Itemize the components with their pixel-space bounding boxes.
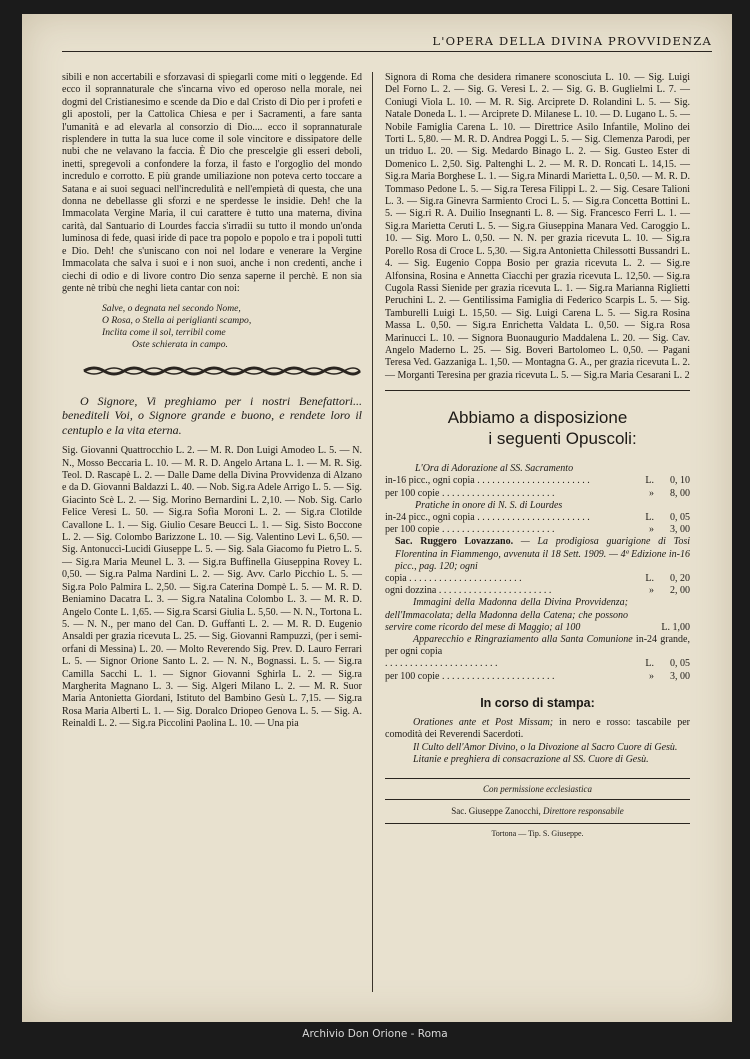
booklet-author-entry — [385, 536, 690, 573]
price-currency: L. — [645, 658, 654, 670]
booklet-item — [385, 500, 690, 537]
right-column — [385, 72, 690, 840]
price-currency: L. — [645, 475, 654, 487]
archive-caption: Archivio Don Orione - Roma — [302, 1028, 448, 1040]
price-line — [385, 512, 690, 524]
price-value: 3, 00 — [670, 524, 690, 536]
prep-head: Apparecchio e Ringraziamento alla Santa Comunione — [413, 634, 633, 645]
prayer-text: O Signore, Vi preghiamo per i nostri Benefattori... benediteli Voi, o Signore grande e buono, e rendete loro il centuplo e la vita eterna. — [62, 393, 362, 437]
available-title-line: i seguenti Opuscoli: — [488, 429, 637, 449]
price-value: 2, 00 — [670, 585, 690, 597]
printer-line: Tortona — Tip. S. Giuseppe. — [491, 828, 584, 838]
prep-title — [385, 634, 690, 658]
in-press-italic: Il Culto dell'Amor Divino, o la Divozione al Sacro Cuore di Gesù. — [413, 741, 678, 753]
available-title-line: Abbiamo a disposizione — [447, 408, 628, 428]
booklet-work-title: — La prodigiosa guarigione di Tosi Florentina in Fiammengo, avvenuta il 18 Sett. 1909. — 4ª Edizione in-16 picc., pag. 120; ogni — [395, 536, 690, 572]
price-line — [385, 658, 690, 670]
price-label: per 100 copie . . . — [385, 488, 628, 500]
price-label: per 100 copie . . . — [385, 524, 628, 536]
in-press-title: In corso di stampa: — [480, 695, 595, 710]
poem-line: Inclita come il sol, terribil come — [102, 327, 226, 339]
intro-text: sibili e non accertabili e sforzavasi di spiegarli come miti o leggende. Ed ecco il soprannaturale che s'incarna vivo ed operoso nella morale, nei dogmi del Cristianesimo e scende da Dio e dal Cristo di Dio per i profeti e gli apostoli, per la Cattolica Chiesa e per i Sacramenti, a fare santa l'umanità e ad elevarla al consorzio di Dio.... ecco il soprannaturale risplendere in tutta la sua luce come il sole vincitore e dissipatore delle nubi che ne velavano la faccia. È Dio che prescelgie gli esseri deboli, inetti, spregevoli a confondere la forza, il fasto e l'orgoglio del mondo incredulo e corrotto. E più grande umiliazione non poteva certo toccare a Satana e ai suoi seguaci nell'incredulità e nell'empietà di questa, che una donna ne debellasse gli sforzi e ne sperdesse le insidie. Deh! che la Immacolata Vergine Maria, il cui carattere è tutto una materna, divina carità, dal Santuario di Lourdes faccia s'irradii su tutto il mondo un'onda luminosa di fede, quasi iride di pace tra popolo e popolo e tra i popoli tutti e Dio. Deh! che s'uniscano con noi nel lodare e venerare la Vergine Immacolata che salva i suoi e i non suoi, anche i non credenti, anche i ciechi di odio e di livore contro Dio senza saperne il perchè. E non sia gente nè tribù che neghi lieta cantar con noi: — [62, 72, 362, 294]
decorative-ornament — [82, 365, 362, 377]
price-line — [385, 488, 690, 500]
imprint-box — [385, 778, 690, 840]
section-rule — [385, 390, 690, 391]
price-value: 8, 00 — [670, 487, 690, 499]
price-line — [385, 585, 690, 597]
poem-line: Salve, o degnata nel secondo Nome, — [102, 303, 241, 315]
left-column — [62, 72, 362, 731]
price-line — [385, 524, 690, 536]
poem-line: Oste schierata in campo. — [132, 339, 228, 351]
prep-rest: in-24 grande, per ogni copia — [385, 634, 690, 658]
in-press-italic: Orationes ante et Post Missam; — [413, 717, 554, 729]
in-press-item — [385, 742, 690, 754]
price-label: in-16 picc., ogni copia . . . — [385, 475, 628, 487]
in-press-item — [385, 754, 690, 766]
price-value: 3, 00 — [670, 670, 690, 682]
director-role: Direttore responsabile — [542, 806, 624, 817]
booklet-title: L'Ora di Adorazione al SS. Sacramento — [415, 463, 574, 475]
booklet-item — [385, 597, 690, 634]
author-name: Sac. Ruggero Lovazzano. — [395, 536, 514, 548]
newspaper-page — [22, 14, 732, 1022]
booklet-item — [385, 536, 690, 597]
price-label: ogni dozzina . . . — [385, 585, 628, 597]
price-currency: L. — [645, 511, 654, 523]
responsible-director — [385, 800, 690, 823]
page-header: L'OPERA DELLA DIVINA PROVVIDENZA — [62, 34, 712, 52]
images-text: Immagini della Madonna della Divina Provvidenza; dell'Immacolata; della Madonna della Catena; che possono servire come ricordo del mese di Maggio; al 100 — [385, 597, 628, 633]
in-press-item — [385, 717, 690, 741]
price-label — [385, 658, 628, 670]
price-label: in-24 picc., ogni copia . . . — [385, 512, 628, 524]
director-name: Sac. Giuseppe Zanocchi, — [451, 806, 541, 817]
ecclesiastical-permission: Con permissione ecclesiastica — [385, 778, 690, 800]
price-currency: » — [649, 585, 654, 597]
column-divider — [372, 72, 373, 992]
price-currency: » — [649, 670, 654, 682]
poem — [102, 303, 362, 351]
booklet-item — [385, 634, 690, 683]
booklet-item — [385, 463, 690, 500]
donor-list-right: Signora di Roma che desidera rimanere sconosciuta L. 10. — Sig. Luigi Del Forno L. 2. — Sig. G. Veresi L. 2. — Sig. G. B. Guglielmi L. 7. — Coniugi Viola L. 10. — M. R. Sig. Arciprete D. Rolandini L. 5. — Sig. Natale Doneda L. 1. — Arciprete D. Milanese L. 10. — D. Lugano L. 5. — Nobile Famiglia Carena L. 10. — Direttrice Asilo Infantile, Molino dei Torti L. 5,80. — M. R. D. Andrea Poggi L. 5. — Sig. Clemenza Parodi, per un triduo L. 20. — Sig. Medardo Binago L. 2. — Sig. Gusteo Ester di Domenico L. 2,50. Sig. Paltenghi L. 2. — M. R. D. Roncati L. 14,15. — Sig.ra Maria Borghese L. 1. — Sig.ra Minardi Marietta L. 0,50. — M. R. D. Tommaso Pedone L. 5. — Sig.ra Teresa Filippi L. 2. — Sig. Cesare Talioni L. 3. — Sig.ra Ginevra Sarmiento Croci L. 5. — Sig.ra Concetta Bottini L. 5. — Sig.ri R. A. Duilio Insegnanti L. 8. — Sig. Francesco Ferri L. 1. — Sig.ra Marietta Ceruti L. 5. — Sig.ra Giuseppina Manara Ved. Caroggio L. 10. — Sig. Moro L. 0,50. — N. N. per grazia ricevuta L. 10. — Sig.ra Porello Rosa di Croce L. 5,30. — Sig.ra Antonietta Chilessotti Bussandri L. 4. — Sig. Eugenio Coppa Bosio per grazia ricevuta L. 2. — Sig.re Alfonsina, Rosina e Annetta Ciacchi per grazia ricevuta L. 12,50. — Sig.ra Cugola Rassi Sienide per grazia ricevuta L. 1. — Sig.ra Marianna Riglietti Peruchini L. 2. — Gentilissima Famiglia di Federico Scarpis L. 5. — Sig. Tamburelli Luigi L. 15,50. — Sig. Luigi Carena L. 5. — Sig.ra Rosina Massa L. 0,50. — Sig.ra Enrichetta Valdata L. 0,50. — Sig.ra Rosa Marinucci L. 10. — Signora Buonaugurio Maddalena L. 20. — Sig. Cav. Angelo Maderno L. 25. — Sig. Boveri Bartolomeo L. 0,50. — Pagani Teresa Ved. Gazzaniga L. 1,50. — Montagna G. A., per grazia ricevuta L. 2. — Morganti Teresina per grazia ricevuta L. 5. — Sig.ra Maria Cesarani L. 2 — [385, 72, 690, 381]
price-label: copia . . . — [385, 573, 628, 585]
donor-list-left: Sig. Giovanni Quattrocchio L. 2. — M. R. Don Luigi Amodeo L. 5. — N. N., Mosso Beccaria L. 10. — M. R. D. Angelo Artana L. 1. — M. R. Sig. Teol. D. Rascapè L. 2. — Dalle Dame della Divina Provvidenza di Alzano e da D. Giovanni Baldazzi L. 40. — Nob. Sig.ra Adele Arrigo L. 5. — Sig. Giacinto Scè L. 2. — Sig. Morino Bernardini L. 2,10. — Nob. Sig. Carlo Felice Veresi L. 50. — Sig.ra Sofia Moroni L. 2. — Sig.ra Clotilde Cavallone L. 1. — Sig. Giulio Cesare Beucci L. 1. — Sig. Sisto Boccone L. 2. — Sig. Colombo Barizzone L. 10. — Sig. Valentino Levi L. 6,50. — Sig. Antonuccì-Lucidi Giuseppe L. 5. — Sig. Sala Giacomo fu Pietro L. 5. — Sig.ra Maria Meunel L. 3. — Sig.ra Buffinella Giuseppina Rovey L. 0,50. — Sig.ra Palma Nardini L. 2. — Sig. Avv. Carlo Picchio L. 5. — Sig.ra Polo Palmira L. 2,50. — Sig.ra Caterina Dompè L. 5. — M. R. D. Beniamino Dacatra L. 3. — Sig.ra Natalina Colombo L. 3. — M. R. D. Angelo Conte L. 1,65. — Sig.ra Scarsi Giulia L. 5,50. — N. N., Tortona L. 5. — N. N., per mano del Can. D. Guffanti L. 2. — M. R. D. Eugenio Ansaldi per grazia ricevuta L. 25. — Sig. Giovanni Rampuzzi, (per i semi-orfani di Messina) L. 20. — Molto Reverendo Sig. Prev. D. Lauro Ferrari L. 5. — Signor Orione Santo L. 2. — N. N., Bognassi. L. 5. — Sig.ra Camilla Sacchi L. 1. — Signor Giovanni Sghirla L. 2. — Sig.ra Margherita Magnano L. 3. — Sig. Algeri Milano L. 2. — M. R. Suor Maria Antonietta Giordani, Istituto del Bambino Gesù L. 7,15. — Sig.ra Rosa Maria Alberti L. 1. — Sig. Doralco Driopeo Genova L. 5. — Sig. A. Reinaldi L. 2. — Sig.ra Piccolini Paolina L. 10. — Una pia — [62, 445, 362, 730]
price-value: 0, 20 — [670, 572, 690, 584]
booklet-title: Pratiche in onore di N. S. di Lourdes — [415, 499, 563, 511]
price-line — [385, 671, 690, 683]
price-currency: » — [649, 487, 654, 499]
images-price: L. 1,00 — [661, 621, 690, 633]
price-currency: L. — [645, 572, 654, 584]
in-press-rest: in nero e rosso: tascabile per comodità dei Reverendi Sacerdoti. — [385, 717, 690, 741]
poem-line: O Rosa, o Stella ai periglianti scampo, — [102, 315, 252, 327]
price-label: per 100 copie . . . — [385, 671, 628, 683]
price-line — [385, 573, 690, 585]
available-title — [385, 407, 690, 449]
price-currency: » — [649, 524, 654, 536]
price-value: 0, 05 — [670, 511, 690, 523]
price-line — [385, 475, 690, 487]
in-press-italic: Litanie e preghiera di consacrazione al SS. Cuore di Gesù. — [413, 753, 649, 765]
price-value: 0, 05 — [670, 658, 690, 670]
price-value: 0, 10 — [670, 475, 690, 487]
